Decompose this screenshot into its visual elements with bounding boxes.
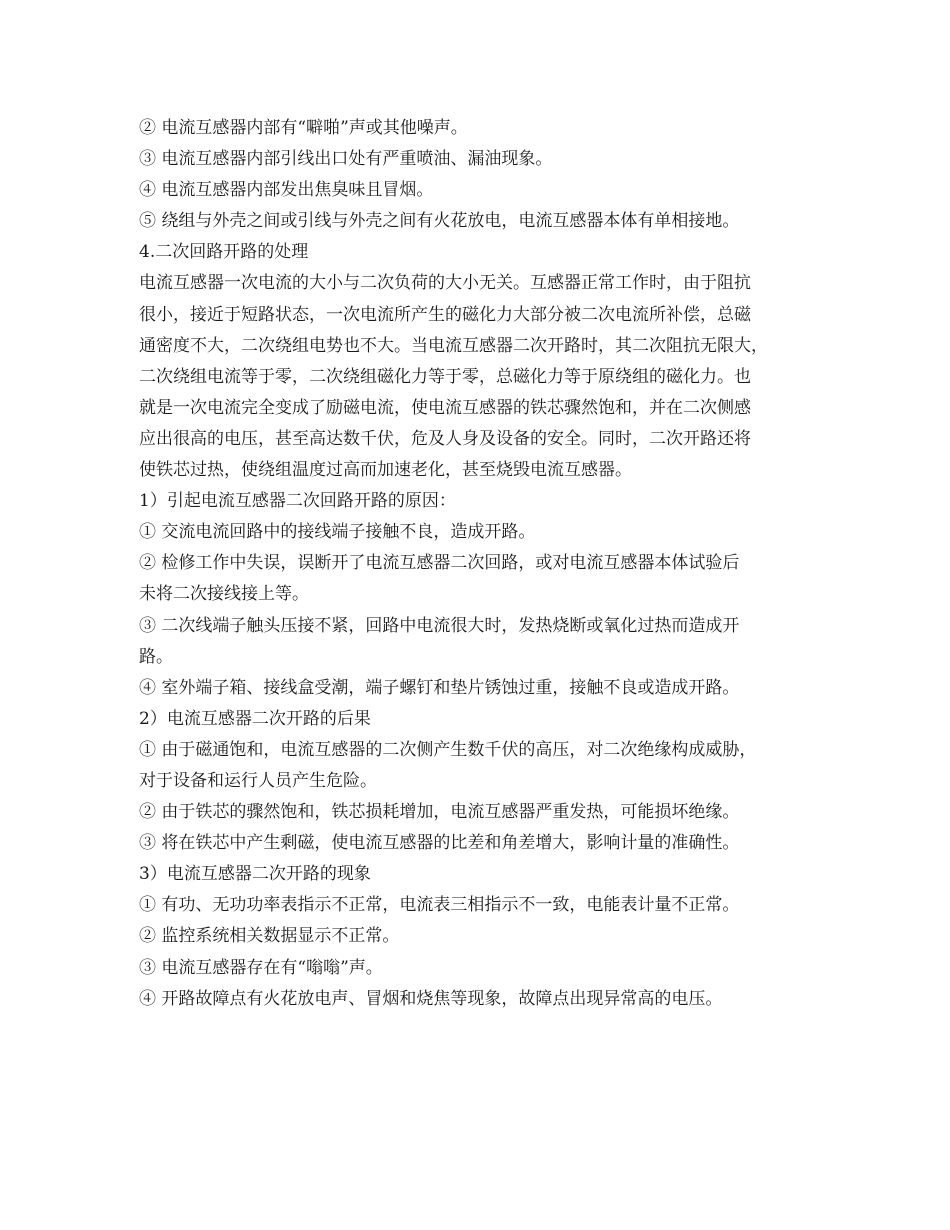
text-line: ③ 电流互感器内部引线出口处有严重喷油、漏油现象。 xyxy=(139,149,553,170)
text-line: ① 交流电流回路中的接线端子接触不良，造成开路。 xyxy=(139,522,536,543)
text-line: ② 监控系统相关数据显示不正常。 xyxy=(139,926,400,947)
text-line: 应出很高的电压，甚至高达数千伏，危及人身及设备的安全。同时，二次开路还将 xyxy=(139,428,751,449)
text-line: 很小，接近于短路状态，一次电流所产生的磁化力大部分被二次电流所补偿，总磁 xyxy=(139,304,751,325)
text-line: ① 有功、无功功率表指示不正常，电流表三相指示不一致，电能表计量不正常。 xyxy=(139,895,740,916)
text-line: ① 由于磁通饱和，电流互感器的二次侧产生数千伏的高压，对二次绝缘构成威胁， xyxy=(139,739,757,760)
subsection-heading: 2）电流互感器二次开路的后果 xyxy=(139,708,371,729)
document-body xyxy=(139,113,829,1015)
text-line: ④ 开路故障点有火花放电声、冒烟和烧焦等现象，故障点出现异常高的电压。 xyxy=(139,988,723,1009)
text-line: 路。 xyxy=(139,646,173,667)
text-line: ③ 二次线端子触头压接不紧，回路中电流很大时，发热烧断或氧化过热而造成开 xyxy=(139,615,740,636)
text-line: ④ 室外端子箱、接线盒受潮，端子螺钉和垫片锈蚀过重，接触不良或造成开路。 xyxy=(139,677,740,698)
text-line: ② 由于铁芯的骤然饱和，铁芯损耗增加，电流互感器严重发热，可能损坏绝缘。 xyxy=(139,802,740,823)
text-line: ⑤ 绕组与外壳之间或引线与外壳之间有火花放电，电流互感器本体有单相接地。 xyxy=(139,211,740,232)
text-line: 对于设备和运行人员产生危险。 xyxy=(139,770,377,791)
subsection-heading: 1）引起电流互感器二次回路开路的原因： xyxy=(139,491,456,512)
text-line: 使铁芯过热，使绕组温度过高而加速老化，甚至烧毁电流互感器。 xyxy=(139,460,632,481)
subsection-heading: 3）电流互感器二次开路的现象 xyxy=(139,864,371,885)
text-line: ③ 电流互感器存在有“嗡嗡”声。 xyxy=(139,957,383,978)
text-line: 二次绕组电流等于零，二次绕组磁化力等于零，总磁化力等于原绕组的磁化力。也 xyxy=(139,366,751,387)
text-line: ④ 电流互感器内部发出焦臭味且冒烟。 xyxy=(139,180,434,201)
text-line: ③ 将在铁芯中产生剩磁，使电流互感器的比差和角差增大，影响计量的准确性。 xyxy=(139,833,740,854)
text-line: 就是一次电流完全变成了励磁电流，使电流互感器的铁芯骤然饱和，并在二次侧感 xyxy=(139,397,751,418)
section-heading: 4.二次回路开路的处理 xyxy=(139,242,309,263)
text-line: ② 检修工作中失误，误断开了电流互感器二次回路，或对电流互感器本体试验后 xyxy=(139,553,740,574)
text-line: 电流互感器一次电流的大小与二次负荷的大小无关。互感器正常工作时，由于阻抗 xyxy=(139,273,751,294)
text-line: 未将二次接线接上等。 xyxy=(139,584,309,605)
text-line: ② 电流互感器内部有“噼啪”声或其他噪声。 xyxy=(139,118,468,138)
text-line: 通密度不大，二次绕组电势也不大。当电流互感器二次开路时，其二次阻抗无限大， xyxy=(139,335,768,356)
